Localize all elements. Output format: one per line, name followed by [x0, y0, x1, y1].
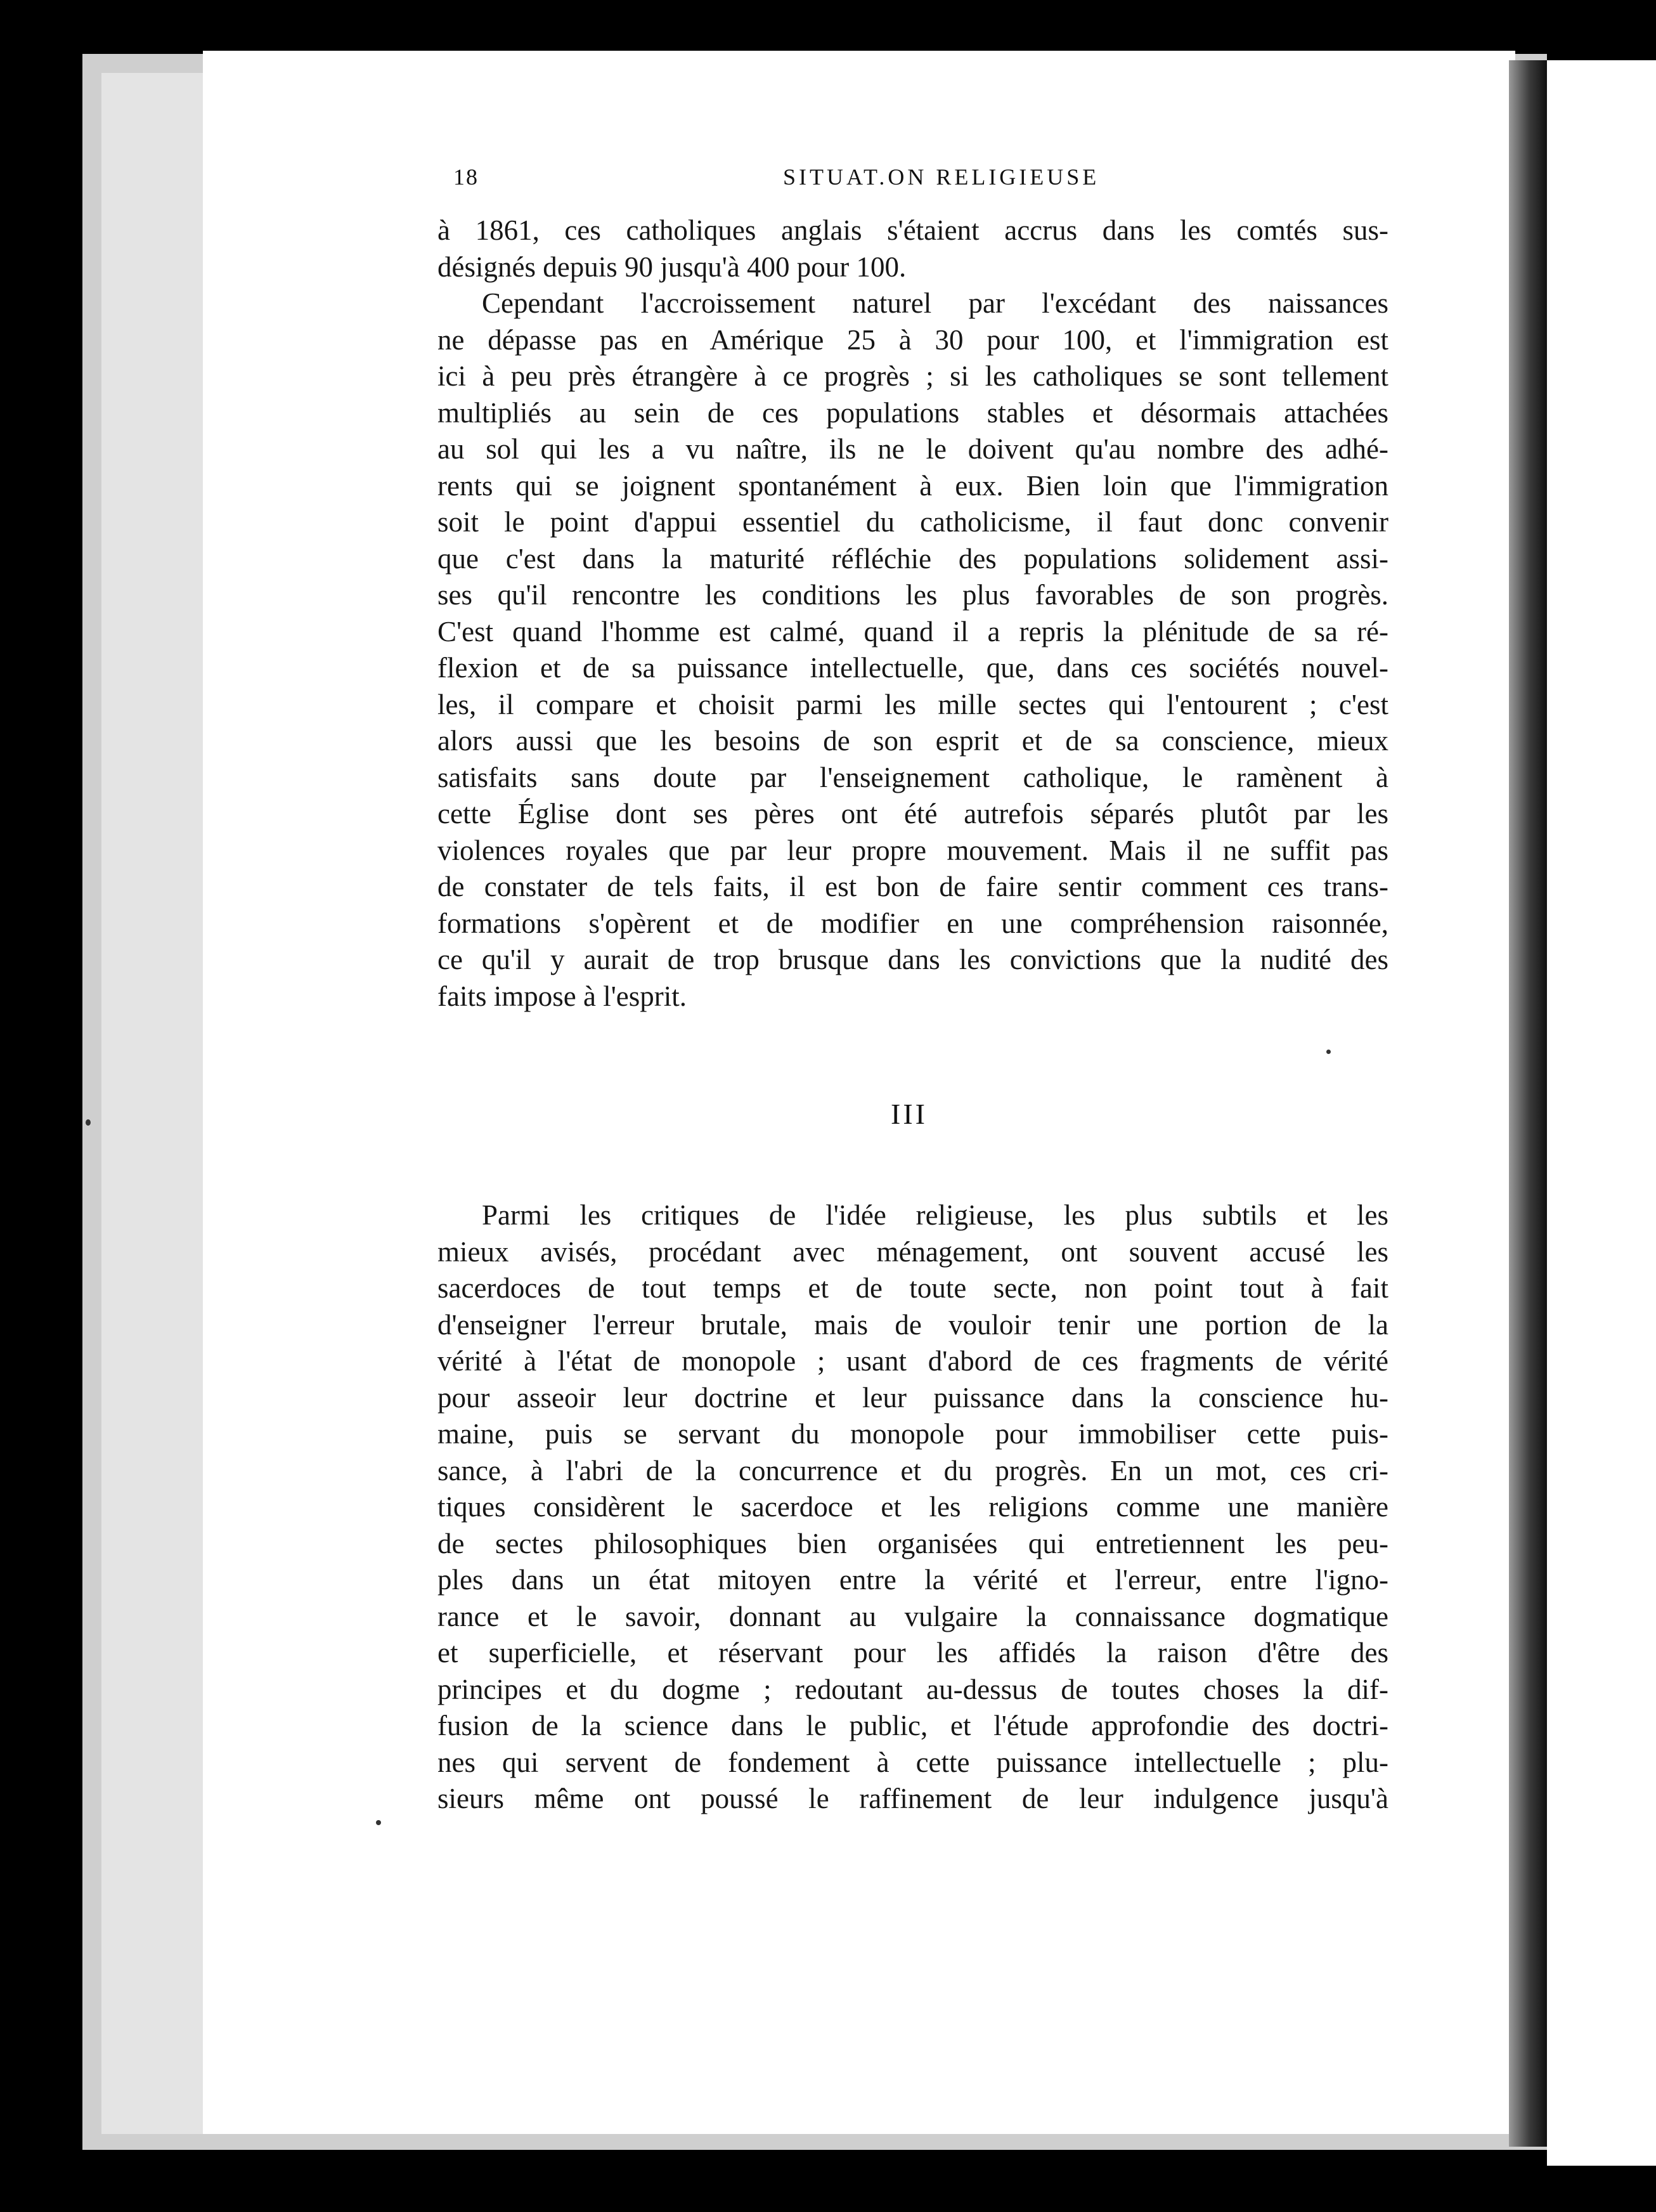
text-line: ne dépasse pas en Amérique 25 à 30 pour 100, et l'immigration est	[437, 323, 1388, 356]
text-line: principes et du dogme ; redoutant au-dessus de toutes choses la dif-	[437, 1673, 1388, 1705]
text-line: désignés depuis 90 jusqu'à 400 pour 100.	[437, 250, 907, 283]
page-number: 18	[453, 164, 479, 190]
text-line: ples dans un état mitoyen entre la vérité et l'erreur, entre l'igno-	[437, 1564, 1388, 1596]
text-line: ses qu'il rencontre les conditions les plus favorables de son progrès.	[437, 579, 1388, 611]
text-line: sance, à l'abri de la concurrence et du progrès. En un mot, ces cri-	[437, 1454, 1388, 1487]
text-line: formations s'opèrent et de modifier en une compréhension raisonnée,	[437, 907, 1388, 939]
spine-shadow	[1509, 60, 1547, 2147]
text-line: à 1861, ces catholiques anglais s'étaient accrus dans les comtés sus-	[437, 214, 1388, 246]
text-line: de sectes philosophiques bien organisées qui entretiennent les peu-	[437, 1527, 1388, 1559]
dust-speck	[86, 1119, 91, 1126]
text-line: les, il compare et choisit parmi les mille sectes qui l'entourent ; c'est	[437, 688, 1388, 720]
text-line: nes qui servent de fondement à cette puissance intellectuelle ; plu-	[437, 1746, 1388, 1778]
section-heading: III	[891, 1098, 928, 1130]
text-line: Parmi les critiques de l'idée religieuse, les plus subtils et les	[482, 1199, 1388, 1231]
text-line: sieurs même ont poussé le raffinement de leur indulgence jusqu'à	[437, 1783, 1388, 1814]
text-line: pour asseoir leur doctrine et leur puissance dans la conscience hu-	[437, 1381, 1388, 1414]
dust-speck	[376, 1820, 381, 1825]
text-line: soit le point d'appui essentiel du catholicisme, il faut donc convenir	[437, 506, 1388, 538]
text-line: tiques considèrent le sacerdoce et les religions comme une manière	[437, 1491, 1388, 1523]
text-line: alors aussi que les besoins de son esprit et de sa conscience, mieux	[437, 725, 1388, 757]
text-line: flexion et de sa puissance intellectuelle, que, dans ces sociétés nouvel-	[437, 652, 1388, 684]
text-line: mieux avisés, procédant avec ménagement, ont souvent accusé les	[437, 1235, 1388, 1268]
text-line: rents qui se joignent spontanément à eux. Bien loin que l'immigration	[437, 469, 1388, 502]
text-line: faits impose à l'esprit.	[437, 980, 687, 1012]
running-head-title: SITUAT.ON RELIGIEUSE	[783, 164, 1100, 190]
text-line: cette Église dont ses pères ont été autrefois séparés plutôt par les	[437, 798, 1388, 829]
text-line: au sol qui les a vu naître, ils ne le doivent qu'au nombre des adhé-	[437, 433, 1388, 465]
text-line: de constater de tels faits, il est bon de faire sentir comment ces trans-	[437, 871, 1388, 902]
text-line: sacerdoces de tout temps et de toute secte, non point tout à fait	[437, 1272, 1388, 1304]
body-text-lower	[437, 1197, 1388, 1818]
text-line: ici à peu près étrangère à ce progrès ; si les catholiques se sont tellement	[437, 360, 1388, 392]
dust-speck	[1326, 1050, 1331, 1054]
text-line: que c'est dans la maturité réfléchie des populations solidement assi-	[437, 542, 1388, 575]
text-line: fusion de la science dans le public, et l'étude approfondie des doctri-	[437, 1710, 1388, 1741]
text-line: d'enseigner l'erreur brutale, mais de vouloir tenir une portion de la	[437, 1308, 1388, 1341]
text-line: vérité à l'état de monopole ; usant d'abord de ces fragments de vérité	[437, 1345, 1388, 1377]
text-line: Cependant l'accroissement naturel par l'excédant des naissances	[482, 287, 1388, 319]
text-line: C'est quand l'homme est calmé, quand il a repris la plénitude de sa ré-	[437, 615, 1388, 647]
facing-page-strip	[1547, 60, 1656, 2166]
text-line: maine, puis se servant du monopole pour immobiliser cette puis-	[437, 1418, 1388, 1450]
text-line: violences royales que par leur propre mouvement. Mais il ne suffit pas	[437, 834, 1388, 866]
text-line: et superficielle, et réservant pour les affidés la raison d'être des	[437, 1637, 1388, 1669]
text-line: ce qu'il y aurait de trop brusque dans les convictions que la nudité des	[437, 944, 1388, 975]
running-head	[453, 164, 1379, 195]
text-line: multipliés au sein de ces populations stables et désormais attachées	[437, 396, 1388, 429]
text-line: rance et le savoir, donnant au vulgaire la connaissance dogmatique	[437, 1600, 1388, 1632]
body-text-upper	[437, 212, 1388, 1015]
text-line: satisfaits sans doute par l'enseignement catholique, le ramènent à	[437, 761, 1388, 793]
